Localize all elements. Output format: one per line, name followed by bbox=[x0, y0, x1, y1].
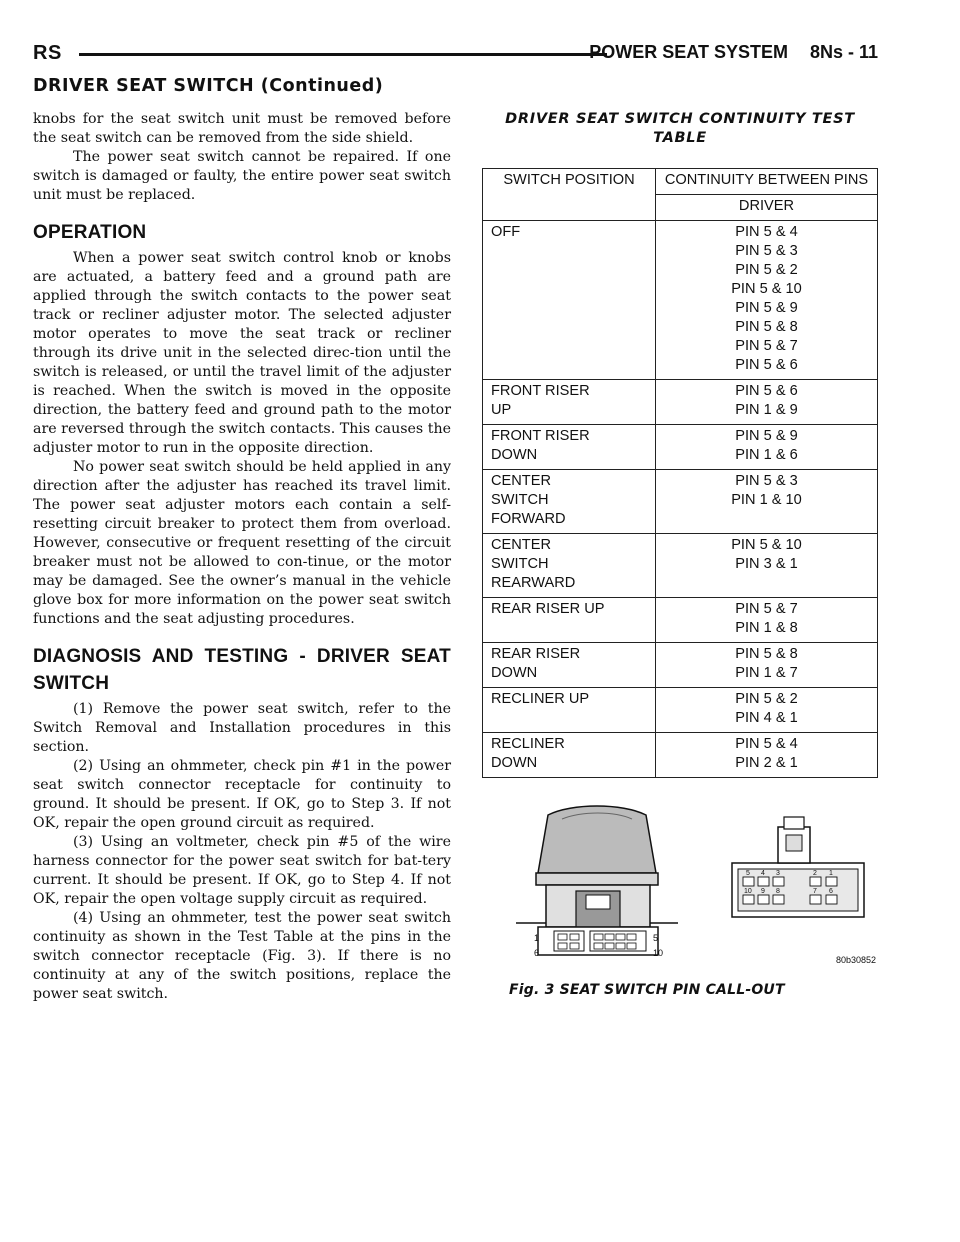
page-header bbox=[33, 42, 878, 68]
table-header-row bbox=[483, 169, 878, 195]
pin-pair-text: PIN 5 & 2 bbox=[735, 691, 798, 707]
header-switch-position: SWITCH POSITION bbox=[483, 169, 656, 221]
pin-pair-text: PIN 4 & 1 bbox=[735, 710, 798, 726]
switch-position-cell bbox=[483, 425, 656, 470]
intro-paragraph-2: The power seat switch cannot be repaired. If one switch is damaged or faulty, the entire power seat switch unit must be replaced. bbox=[33, 149, 451, 203]
switch-position-cell bbox=[483, 380, 656, 425]
connector-drawing bbox=[732, 817, 864, 917]
figure-id: 80b30852 bbox=[836, 955, 877, 965]
switch-position-text: REAR RISER bbox=[491, 646, 581, 662]
header-rule bbox=[79, 53, 607, 56]
switch-position-cell bbox=[483, 643, 656, 688]
pin-pair-text: PIN 5 & 2 bbox=[735, 262, 798, 278]
step-3: (3) Using an voltmeter, check pin #5 of the wire harness connector for the power seat switch for bat-tery current. It should be present. If OK, go to Step 4. If not OK, repair the open voltage supply circuit as required. bbox=[33, 834, 451, 907]
continuity-test-table bbox=[482, 168, 878, 778]
pin-pair-text: PIN 5 & 7 bbox=[735, 338, 798, 354]
table-row bbox=[483, 643, 878, 688]
switch-label-top-right: 5 bbox=[653, 933, 659, 943]
pin-pair-text: PIN 1 & 10 bbox=[731, 492, 802, 508]
table-row bbox=[483, 733, 878, 778]
pin-pair-text: PIN 5 & 3 bbox=[735, 243, 798, 259]
continuity-pins-cell bbox=[656, 688, 878, 733]
connector-pin-label: 3 bbox=[776, 870, 780, 877]
header-right bbox=[589, 42, 878, 63]
pin-pair-text: PIN 5 & 8 bbox=[735, 319, 798, 335]
switch-position-cell bbox=[483, 733, 656, 778]
switch-position-text: CENTER bbox=[491, 537, 551, 553]
connector-pin-label: 1 bbox=[829, 870, 833, 877]
pin-pair-text: PIN 5 & 6 bbox=[735, 357, 798, 373]
operation-paragraph-1: When a power seat switch control knob or knobs are actuated, a battery feed and a ground path are applied through the switch contacts to the power seat track or recliner adjuster motor. The selected adjuster motor operates to move the seat track or recliner through its drive unit in the selected direc-tion until the switch is released, or until the travel limit of the adjuster is reached. When the switch is moved in the opposite direction, the battery feed and ground path to the motor are reversed through the switch contacts. This causes the adjuster motor to run in the opposite direction. bbox=[33, 250, 451, 456]
header-model-code: RS bbox=[33, 42, 62, 64]
switch-label-top-left: 1 bbox=[534, 933, 540, 943]
switch-position-text: REARWARD bbox=[491, 575, 576, 591]
continuity-pins-cell bbox=[656, 380, 878, 425]
switch-position-text: DOWN bbox=[491, 665, 538, 681]
switch-position-cell bbox=[483, 221, 656, 380]
table-body bbox=[483, 221, 878, 778]
figure-caption: Fig. 3 SEAT SWITCH PIN CALL-OUT bbox=[509, 982, 785, 998]
switch-label-bottom-left: 6 bbox=[534, 948, 540, 958]
table-row bbox=[483, 425, 878, 470]
switch-position-text: DOWN bbox=[491, 447, 538, 463]
pin-pair-text: PIN 5 & 10 bbox=[731, 281, 802, 297]
step-4: (4) Using an ohmmeter, test the power seat switch continuity as shown in the Test Table at the pins in the switch connector receptacle (Fig. 3). If there is no continuity at any of the switch positions, replace the power seat switch. bbox=[33, 910, 451, 1002]
switch-position-text: REAR RISER UP bbox=[491, 601, 605, 617]
switch-position-text: OFF bbox=[491, 224, 521, 240]
pin-pair-text: PIN 5 & 6 bbox=[735, 383, 798, 399]
switch-position-text: FORWARD bbox=[491, 511, 566, 527]
continuity-pins-cell bbox=[656, 470, 878, 534]
continuity-pins-cell bbox=[656, 733, 878, 778]
connector-pin-label: 6 bbox=[829, 888, 833, 895]
intro-paragraph-1: knobs for the seat switch unit must be removed before the seat switch can be removed from the side shield. bbox=[33, 111, 451, 146]
right-column bbox=[482, 110, 878, 778]
switch-position-text: UP bbox=[491, 402, 512, 418]
pin-pair-text: PIN 5 & 4 bbox=[735, 224, 798, 240]
switch-position-cell bbox=[483, 470, 656, 534]
pin-pair-text: PIN 5 & 4 bbox=[735, 736, 798, 752]
switch-position-text: RECLINER UP bbox=[491, 691, 590, 707]
left-column bbox=[33, 110, 451, 1004]
switch-position-cell bbox=[483, 598, 656, 643]
header-continuity-between-pins: CONTINUITY BETWEEN PINS bbox=[656, 169, 878, 195]
connector-pin-label: 9 bbox=[761, 888, 765, 895]
continuity-pins-cell bbox=[656, 598, 878, 643]
connector-pin-label: 5 bbox=[746, 870, 750, 877]
switch-position-text: DOWN bbox=[491, 755, 538, 771]
pin-pair-text: PIN 5 & 8 bbox=[735, 646, 798, 662]
pin-pair-text: PIN 5 & 7 bbox=[735, 601, 798, 617]
header-page-number: 8Ns - 11 bbox=[809, 42, 878, 62]
diagnosis-heading: DIAGNOSIS AND TESTING - DRIVER SEAT SWITCH bbox=[33, 646, 451, 694]
table-row bbox=[483, 534, 878, 598]
step-2: (2) Using an ohmmeter, check pin #1 in the power seat switch connector receptacle for continuity to ground. It should be present. If OK, go to Step 3. If not OK, repair the open ground circuit as required. bbox=[33, 758, 451, 831]
continuity-pins-cell bbox=[656, 221, 878, 380]
connector-pin-label: 10 bbox=[744, 888, 752, 895]
switch-position-text: RECLINER bbox=[491, 736, 565, 752]
switch-position-text: FRONT RISER bbox=[491, 383, 590, 399]
connector-pin-label: 2 bbox=[813, 870, 817, 877]
pin-pair-text: PIN 5 & 9 bbox=[735, 428, 798, 444]
seat-switch-pin-callout-figure bbox=[510, 805, 870, 975]
continuity-pins-cell bbox=[656, 425, 878, 470]
continuity-pins-cell bbox=[656, 534, 878, 598]
pin-pair-text: PIN 1 & 8 bbox=[735, 620, 798, 636]
operation-paragraph-2: No power seat switch should be held applied in any direction after the adjuster has reached its travel limit. The power seat adjuster motors each contain a self-resetting circuit breaker to protect them from overload. However, consecutive or frequent resetting of the circuit breaker must not be allowed to con-tinue, or the motor may be damaged. See the owner’s manual in the vehicle glove box for more information on the power seat switch functions and the seat adjusting procedures. bbox=[33, 459, 451, 627]
step-1: (1) Remove the power seat switch, refer to the Switch Removal and Installation procedures in this section. bbox=[33, 701, 451, 755]
table-row bbox=[483, 598, 878, 643]
switch-position-text: SWITCH bbox=[491, 556, 549, 572]
pin-pair-text: PIN 5 & 3 bbox=[735, 473, 798, 489]
header-driver: DRIVER bbox=[656, 195, 878, 221]
continued-title: DRIVER SEAT SWITCH (Continued) bbox=[33, 76, 384, 96]
pin-pair-text: PIN 1 & 9 bbox=[735, 402, 798, 418]
operation-heading: OPERATION bbox=[33, 222, 147, 243]
pin-pair-text: PIN 5 & 10 bbox=[731, 537, 802, 553]
table-row bbox=[483, 688, 878, 733]
connector-pin-label: 8 bbox=[776, 888, 780, 895]
connector-pin-label: 7 bbox=[813, 888, 817, 895]
table-row bbox=[483, 470, 878, 534]
switch-position-cell bbox=[483, 688, 656, 733]
pin-pair-text: PIN 3 & 1 bbox=[735, 556, 798, 572]
pin-pair-text: PIN 2 & 1 bbox=[735, 755, 798, 771]
pin-pair-text: PIN 1 & 6 bbox=[735, 447, 798, 463]
table-row bbox=[483, 221, 878, 380]
table-row bbox=[483, 380, 878, 425]
switch-position-text: CENTER bbox=[491, 473, 551, 489]
table-title: DRIVER SEAT SWITCH CONTINUITY TEST TABLE bbox=[505, 111, 855, 146]
header-section-title: POWER SEAT SYSTEM bbox=[589, 42, 788, 62]
pin-pair-text: PIN 5 & 9 bbox=[735, 300, 798, 316]
connector-pin-label: 4 bbox=[761, 870, 765, 877]
continuity-pins-cell bbox=[656, 643, 878, 688]
switch-position-text: FRONT RISER bbox=[491, 428, 590, 444]
switch-position-text: SWITCH bbox=[491, 492, 549, 508]
pin-pair-text: PIN 1 & 7 bbox=[735, 665, 798, 681]
switch-position-cell bbox=[483, 534, 656, 598]
switch-label-bottom-right: 10 bbox=[653, 948, 664, 958]
